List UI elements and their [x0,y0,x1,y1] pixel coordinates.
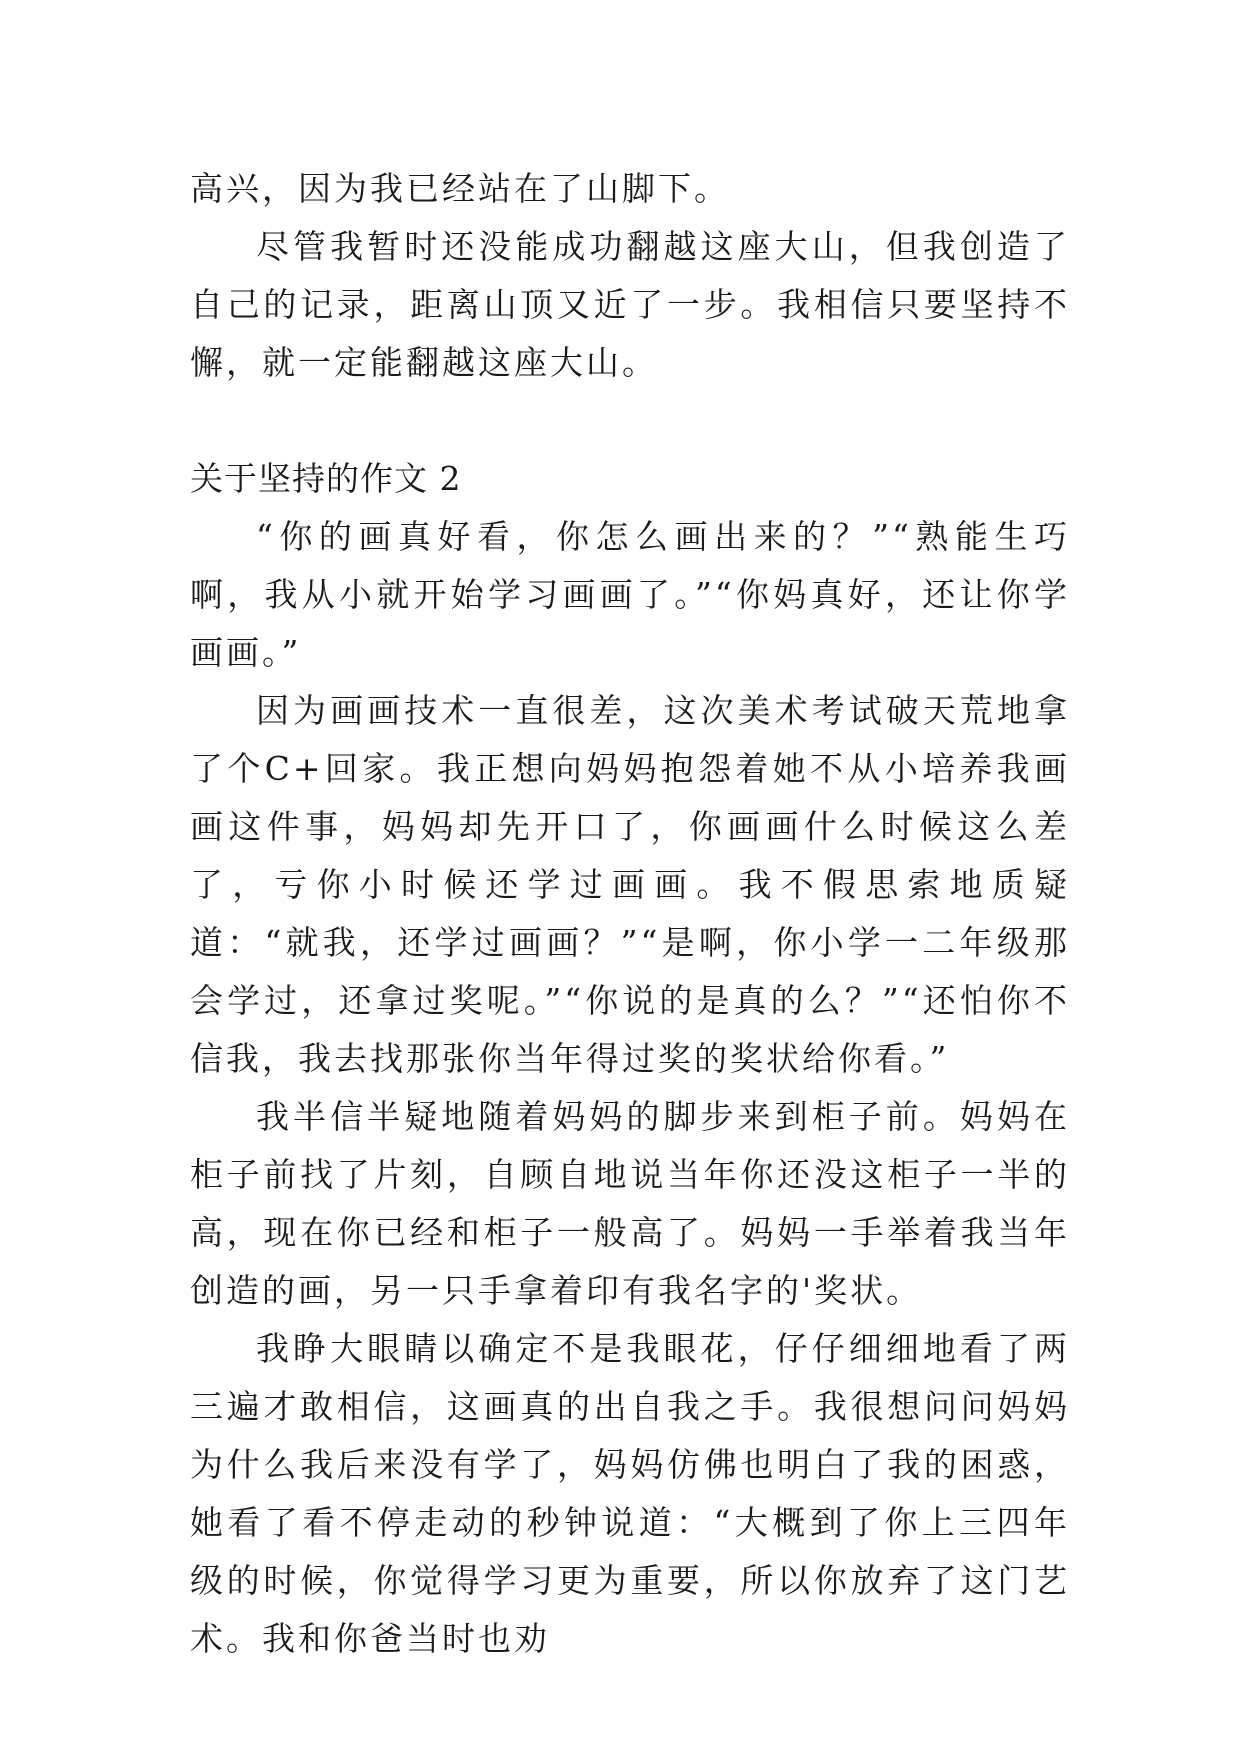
paragraph: 我半信半疑地随着妈妈的脚步来到柜子前。妈妈在柜子前找了片刻，自顾自地说当年你还没这柜子一半的高，现在你已经和柜子一般高了。妈妈一手举着我当年创造的画，另一只手拿着印有我名字的'奖状。 [190,1097,1070,1310]
section-title: 关于坚持的作文 2 [190,459,462,498]
document-body [190,160,1070,1668]
paragraph: “你的画真好看，你怎么画出来的？”“熟能生巧啊，我从小就开始学习画画了。”“你妈真好，还让你学画画。” [190,517,1070,672]
paragraph: 尽管我暂时还没能成功翻越这座大山，但我创造了自己的记录，距离山顶又近了一步。我相信只要坚持不懈，就一定能翻越这座大山。 [190,227,1070,382]
paragraph: 我睁大眼睛以确定不是我眼花，仔仔细细地看了两三遍才敢相信，这画真的出自我之手。我很想问问妈妈为什么我后来没有学了，妈妈仿佛也明白了我的困惑，她看了看不停走动的秒钟说道：“大概到了你上三四年级的时候，你觉得学习更为重要，所以你放弃了这门艺术。我和你爸当时也劝 [190,1329,1070,1658]
paragraph-continuation: 高兴，因为我已经站在了山脚下。 [190,169,730,208]
section-spacer [190,392,1070,450]
paragraph: 因为画画技术一直很差，这次美术考试破天荒地拿了个C+回家。我正想向妈妈抱怨着她不从小培养我画画这件事，妈妈却先开口了，你画画什么时候这么差了，亏你小时候还学过画画。我不假思索地质疑道：“就我，还学过画画？”“是啊，你小学一二年级那会学过，还拿过奖呢。”“你说的是真的么？”“还怕你不信我，我去找那张你当年得过奖的奖状给你看。” [190,691,1070,1078]
